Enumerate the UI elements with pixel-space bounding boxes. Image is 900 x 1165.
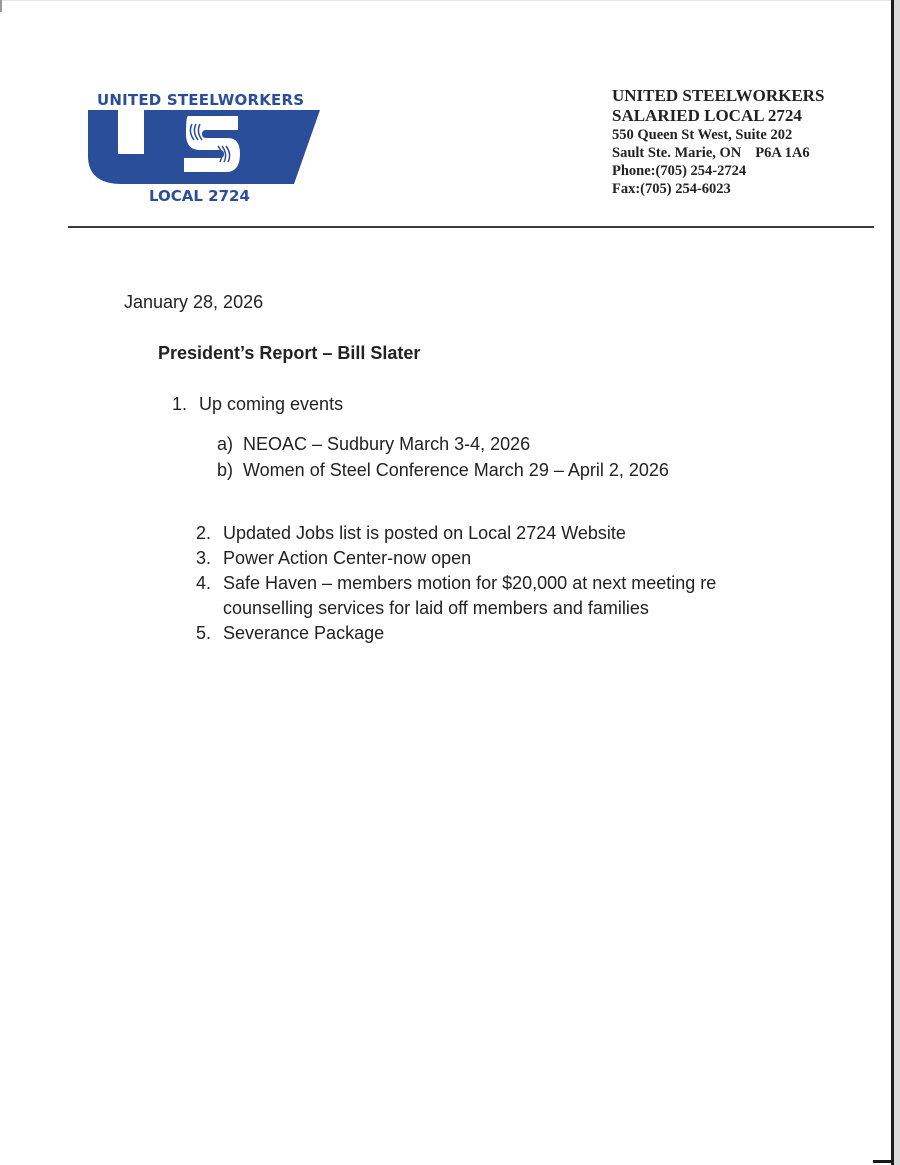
postal-code: P6A 1A6: [755, 145, 810, 161]
street-address: 550 Queen St West, Suite 202: [612, 127, 793, 143]
org-name: UNITED STEELWORKERS: [612, 86, 825, 105]
item-text: Safe Haven – members motion for $20,000 at next meeting re: [223, 573, 717, 593]
report-title: President’s Report – Bill Slater: [158, 343, 421, 363]
letterhead-address-block: [612, 86, 824, 198]
sub-item-text: NEOAC – Sudbury March 3-4, 2026: [243, 434, 531, 454]
sub-item-b: [217, 460, 669, 481]
header-divider: [68, 226, 874, 228]
page-right-shadow: [894, 0, 900, 1165]
list-item-4: [196, 573, 716, 594]
city-line: [612, 144, 824, 162]
list-item-1: [172, 394, 343, 415]
usw-monogram-icon: [88, 110, 324, 186]
item-text: Up coming events: [199, 394, 344, 414]
city: Sault Ste. Marie, ON: [612, 145, 742, 161]
item-number: 4.: [196, 573, 212, 593]
list-item-4-continuation: counselling services for laid off members and families: [223, 598, 649, 618]
fax: Fax:(705) 254-6023: [612, 181, 731, 197]
item-text: Power Action Center-now open: [223, 548, 472, 568]
sub-item-text: Women of Steel Conference March 29 – April 2, 2026: [243, 460, 669, 480]
document-date: January 28, 2026: [124, 292, 264, 312]
sub-item-letter: b): [217, 460, 234, 480]
sub-item-a: [217, 434, 530, 455]
item-number: 2.: [196, 523, 212, 543]
list-item-5: [196, 623, 384, 644]
sub-item-letter: a): [217, 434, 234, 454]
scan-artifact: [0, 0, 2, 12]
logo-bottom-text: LOCAL 2724: [149, 187, 250, 205]
item-text: Severance Package: [223, 623, 385, 643]
item-number: 5.: [196, 623, 212, 643]
item-text: Updated Jobs list is posted on Local 2724 Website: [223, 523, 626, 543]
usw-logo: [88, 88, 324, 210]
item-number: 3.: [196, 548, 212, 568]
list-item-2: [196, 523, 626, 544]
list-item-3: [196, 548, 471, 569]
item-number: 1.: [172, 394, 188, 414]
page-top-edge: [0, 0, 892, 1]
local-name: SALARIED LOCAL 2724: [612, 106, 802, 125]
logo-top-text: UNITED STEELWORKERS: [97, 91, 305, 109]
page-corner-mark: [873, 1160, 893, 1163]
phone: Phone:(705) 254-2724: [612, 163, 747, 179]
